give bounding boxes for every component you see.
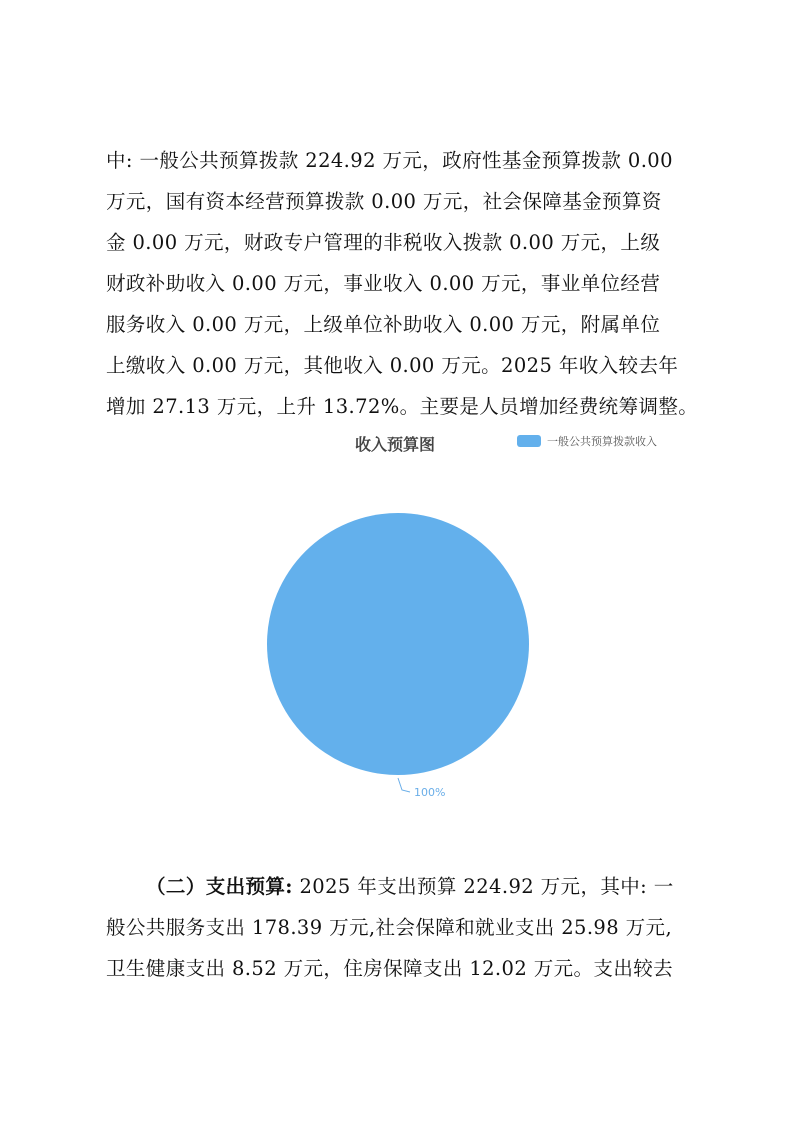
income-paragraph <box>106 140 699 427</box>
expense-paragraph <box>106 866 690 989</box>
paragraph-line: 金 0.00 万元，财政专户管理的非税收入拨款 0.00 万元，上级 <box>106 231 661 254</box>
paragraph-text: 2025 年支出预算 224.92 万元，其中: 一 <box>292 875 674 898</box>
pie-slices <box>267 513 529 775</box>
paragraph-line: 财政补助收入 0.00 万元，事业收入 0.00 万元，事业单位经营 <box>106 272 661 295</box>
legend-label: 一般公共预算拨款收入 <box>547 435 657 448</box>
paragraph-line: 中: 一般公共预算拨款 224.92 万元，政府性基金预算拨款 0.00 <box>106 149 673 172</box>
income-budget-pie-chart <box>240 428 680 808</box>
slice-percent-label: 100% <box>414 786 446 799</box>
paragraph-line: 服务收入 0.00 万元，上级单位补助收入 0.00 万元，附属单位 <box>106 313 661 336</box>
paragraph-line: 上缴收入 0.00 万元，其他收入 0.00 万元。2025 年收入较去年 <box>106 354 679 377</box>
legend-swatch <box>517 435 541 447</box>
paragraph-line: 般公共服务支出 178.39 万元,社会保障和就业支出 25.98 万元, <box>106 916 673 939</box>
paragraph-line: 卫生健康支出 8.52 万元，住房保障支出 12.02 万元。支出较去 <box>106 957 674 980</box>
slice-label-leader <box>398 778 410 792</box>
paragraph-line <box>106 866 690 907</box>
section-heading: （二）支出预算: <box>146 875 293 898</box>
paragraph-line: 增加 27.13 万元，上升 13.72%。主要是人员增加经费统筹调整。 <box>106 395 699 418</box>
chart-title: 收入预算图 <box>354 435 436 454</box>
paragraph-line: 万元，国有资本经营预算拨款 0.00 万元，社会保障基金预算资 <box>106 190 662 213</box>
pie-slice <box>267 513 529 775</box>
